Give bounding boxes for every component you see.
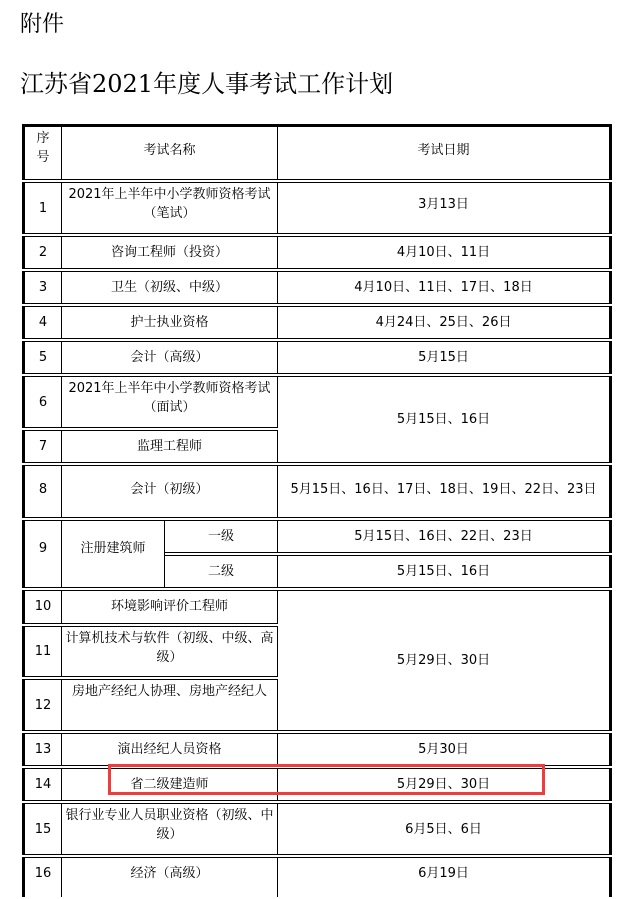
- table-row: [22, 376, 612, 428]
- row-name: 演出经纪人员资格: [62, 733, 278, 766]
- row-name: 计算机技术与软件（初级、中级、高级）: [62, 626, 278, 677]
- row-date: 5月29日、30日: [278, 590, 612, 731]
- row-index: 4: [22, 306, 62, 339]
- row-index: 3: [22, 271, 62, 304]
- table-header-row: [22, 124, 612, 180]
- row-name: 监理工程师: [62, 430, 278, 463]
- table-row-highlighted: [22, 768, 612, 801]
- attachment-label: 附件: [20, 12, 65, 37]
- row-sublevel: 一级: [165, 520, 278, 553]
- row-name: 会计（初级）: [62, 465, 278, 518]
- row-name: 省二级建造师: [62, 768, 278, 801]
- exam-schedule-table: [22, 122, 612, 899]
- table-row: [22, 271, 612, 304]
- table-row: [22, 857, 612, 897]
- row-date: 5月30日: [278, 733, 612, 766]
- row-name: 经济（高级）: [62, 857, 278, 897]
- table-row: [22, 465, 612, 518]
- header-name: 考试名称: [62, 124, 278, 180]
- row-date: 5月15日、16日、22日、23日: [278, 520, 612, 553]
- table-row: [22, 306, 612, 339]
- row-date: 5月29日、30日: [278, 768, 612, 801]
- row-date: 6月19日: [278, 857, 612, 897]
- row-name: 注册建筑师: [62, 520, 165, 588]
- row-name: 2021年上半年中小学教师资格考试（笔试）: [62, 182, 278, 234]
- row-sublevel: 二级: [165, 555, 278, 588]
- row-index: 16: [22, 857, 62, 897]
- row-date: 5月15日、16日: [278, 555, 612, 588]
- row-date: 5月15日、16日: [278, 376, 612, 463]
- row-name: 2021年上半年中小学教师资格考试（面试）: [62, 376, 278, 428]
- row-index: 10: [22, 590, 62, 624]
- table-row: [22, 182, 612, 234]
- row-name: 房地产经纪人协理、房地产经纪人: [62, 679, 278, 731]
- row-date: 3月13日: [278, 182, 612, 234]
- row-name: 会计（高级）: [62, 341, 278, 374]
- table-row: [22, 803, 612, 855]
- row-date: 4月24日、25日、26日: [278, 306, 612, 339]
- row-index: 6: [22, 376, 62, 428]
- row-name: 环境影响评价工程师: [62, 590, 278, 624]
- header-index: 序号: [22, 124, 62, 180]
- row-index: 12: [22, 679, 62, 731]
- row-date: 5月15日、16日、17日、18日、19日、22日、23日: [278, 465, 612, 518]
- table-row: [22, 520, 612, 553]
- header-date: 考试日期: [278, 124, 612, 180]
- row-index: 15: [22, 803, 62, 855]
- row-date: 4月10日、11日、17日、18日: [278, 271, 612, 304]
- row-date: 6月5日、6日: [278, 803, 612, 855]
- row-index: 1: [22, 182, 62, 234]
- row-name: 卫生（初级、中级）: [62, 271, 278, 304]
- row-date: 5月15日: [278, 341, 612, 374]
- page-title: 江苏省2021年度人事考试工作计划: [20, 70, 394, 98]
- row-index: 5: [22, 341, 62, 374]
- row-date: 4月10日、11日: [278, 236, 612, 269]
- table-row: [22, 733, 612, 766]
- row-index: 11: [22, 626, 62, 677]
- row-name: 护士执业资格: [62, 306, 278, 339]
- table-row: [22, 236, 612, 269]
- table-row: [22, 590, 612, 624]
- row-index: 14: [22, 768, 62, 801]
- row-index: 2: [22, 236, 62, 269]
- row-index: 8: [22, 465, 62, 518]
- table-row: [22, 341, 612, 374]
- row-name: 银行业专业人员职业资格（初级、中级）: [62, 803, 278, 855]
- row-index: 7: [22, 430, 62, 463]
- row-index: 13: [22, 733, 62, 766]
- row-index: 9: [22, 520, 62, 588]
- row-name: 咨询工程师（投资）: [62, 236, 278, 269]
